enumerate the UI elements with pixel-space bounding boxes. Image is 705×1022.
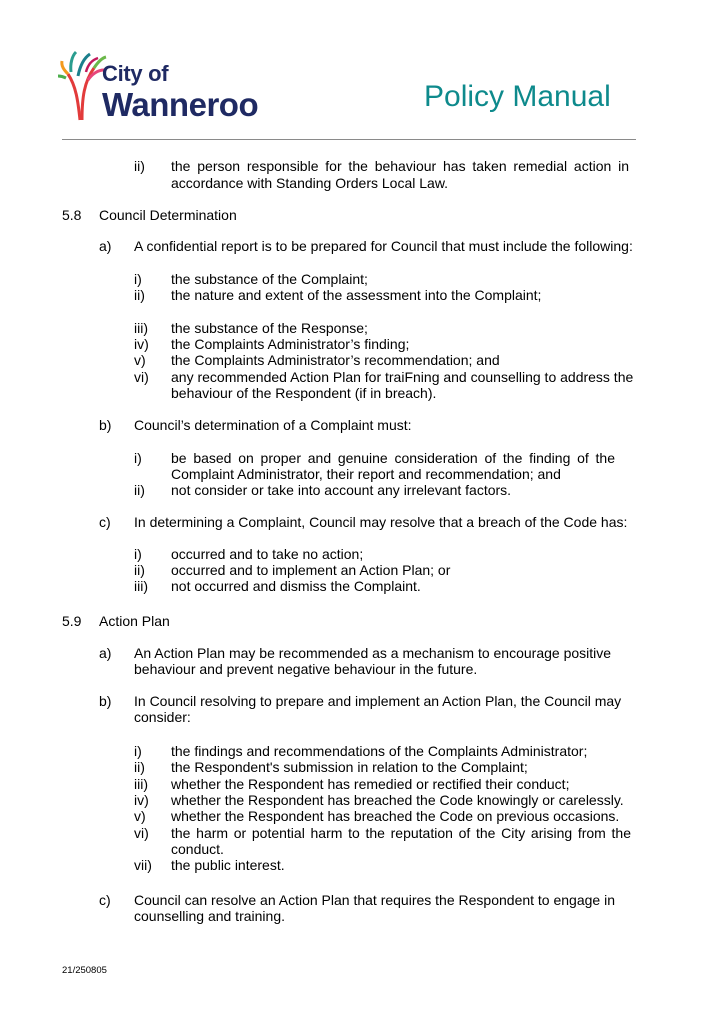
- item-label: v): [134, 352, 146, 368]
- logo-text-city-of: City of: [102, 61, 169, 86]
- header-divider: [62, 139, 636, 140]
- item-text: accordance with Standing Orders Local Law.: [171, 175, 449, 191]
- item-label: vi): [134, 825, 149, 841]
- clause-text: A confidential report is to be prepared for Council that must include the following:: [134, 238, 633, 254]
- logo-text-wanneroo: Wanneroo: [102, 86, 259, 123]
- item-text: not occurred and dismiss the Complaint.: [171, 578, 421, 594]
- item-label: ii): [134, 158, 145, 174]
- item-label: i): [134, 271, 142, 287]
- item-label: vii): [134, 857, 152, 873]
- item-label: v): [134, 808, 146, 824]
- item-label: i): [134, 743, 142, 759]
- item-label: iii): [134, 776, 148, 792]
- item-label: iv): [134, 336, 149, 352]
- city-logo-icon: [58, 46, 108, 124]
- clause-text: In determining a Complaint, Council may resolve that a breach of the Code has:: [134, 514, 628, 530]
- item-text: be based on proper and genuine consideration of the finding of the: [171, 450, 615, 466]
- item-label: ii): [134, 482, 145, 498]
- section-title: Council Determination: [99, 207, 237, 223]
- item-text: the harm or potential harm to the reputation of the City arising from the: [171, 825, 631, 841]
- item-text: not consider or take into account any irrelevant factors.: [171, 482, 512, 498]
- item-label: ii): [134, 562, 145, 578]
- item-text: the nature and extent of the assessment into the Complaint;: [171, 287, 542, 303]
- item-text: the Complaints Administrator’s recommendation; and: [171, 352, 500, 368]
- item-label: iii): [134, 578, 148, 594]
- document-reference: 21/250805: [62, 965, 107, 976]
- clause-text: In Council resolving to prepare and implement an Action Plan, the Council may: [134, 693, 622, 709]
- item-label: ii): [134, 759, 145, 775]
- item-label: iii): [134, 320, 148, 336]
- item-text: the findings and recommendations of the Complaints Administrator;: [171, 743, 588, 759]
- item-text: whether the Respondent has breached the Code knowingly or carelessly.: [171, 792, 624, 808]
- item-text: conduct.: [171, 841, 224, 857]
- section-number: 5.9: [62, 613, 82, 629]
- city-logo: [58, 46, 268, 126]
- clause-label: b): [99, 693, 112, 709]
- item-text: the Respondent's submission in relation to the Complaint;: [171, 759, 528, 775]
- item-text: behaviour of the Respondent (if in breach).: [171, 385, 437, 401]
- item-text: whether the Respondent has breached the Code on previous occasions.: [171, 808, 620, 824]
- item-label: ii): [134, 287, 145, 303]
- item-text: any recommended Action Plan for traiFning and counselling to address the: [171, 369, 634, 385]
- item-text: the substance of the Complaint;: [171, 271, 368, 287]
- clause-label: c): [99, 892, 111, 908]
- clause-label: b): [99, 417, 112, 433]
- item-label: i): [134, 450, 142, 466]
- page-title: Policy Manual: [424, 80, 611, 113]
- item-text: whether the Respondent has remedied or rectified their conduct;: [171, 776, 570, 792]
- item-label: vi): [134, 369, 149, 385]
- clause-label: a): [99, 238, 112, 254]
- item-text: Complaint Administrator, their report and recommendation; and: [171, 466, 561, 482]
- section-title: Action Plan: [99, 613, 170, 629]
- clause-text: Council can resolve an Action Plan that requires the Respondent to engage in: [134, 892, 615, 908]
- clause-label: c): [99, 514, 111, 530]
- clause-text: An Action Plan may be recommended as a mechanism to encourage positive: [134, 645, 612, 661]
- item-text: occurred and to implement an Action Plan; or: [171, 562, 451, 578]
- item-text: occurred and to take no action;: [171, 546, 364, 562]
- clause-text: Council’s determination of a Complaint must:: [134, 417, 412, 433]
- item-label: iv): [134, 792, 149, 808]
- item-text: the person responsible for the behaviour has taken remedial action in: [171, 158, 629, 174]
- item-text: the public interest.: [171, 857, 285, 873]
- section-number: 5.8: [62, 207, 82, 223]
- clause-text: consider:: [134, 709, 191, 725]
- item-label: i): [134, 546, 142, 562]
- item-text: the substance of the Response;: [171, 320, 368, 336]
- clause-text: behaviour and prevent negative behaviour in the future.: [134, 661, 478, 677]
- item-text: the Complaints Administrator’s finding;: [171, 336, 410, 352]
- clause-label: a): [99, 645, 112, 661]
- clause-text: counselling and training.: [134, 908, 285, 924]
